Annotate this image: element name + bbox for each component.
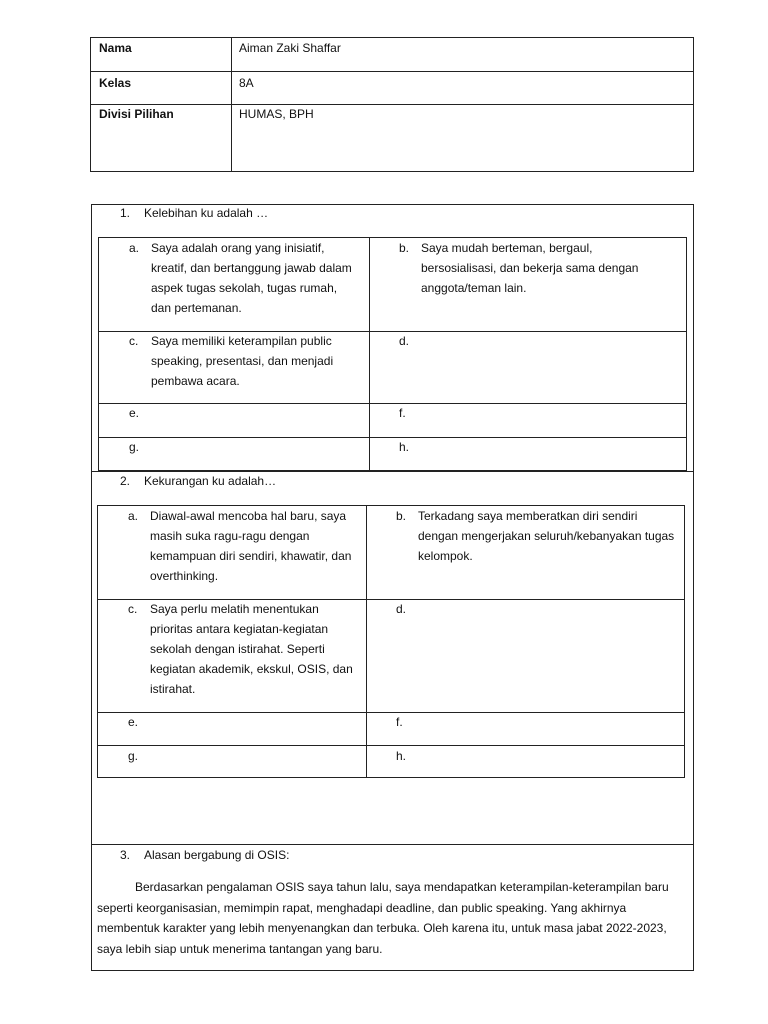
item-letter: c. [129,334,139,348]
info-row-kelas [91,71,693,105]
grid-divider [369,238,370,470]
divisi-value: HUMAS, BPH [239,107,314,121]
nama-label: Nama [99,41,132,55]
item-text: Diawal-awal mencoba hal baru, saya masih suka ragu-ragu dengan kemampuan diri sendiri, khawatir, dan overthinking. [150,509,352,583]
item-text: Terkadang saya memberatkan diri sendiri dengan mengerjakan seluruh/kebanyakan tugas kelompok. [418,509,675,563]
item-letter: a. [129,241,140,255]
section1-title [120,203,268,223]
section3-title-text: Alasan bergabung di OSIS: [144,848,290,862]
item-letter: d. [396,602,407,616]
section2-number: 2. [120,474,131,488]
item-letter: e. [129,406,140,420]
item-letter: b. [399,241,410,255]
section1-number: 1. [120,206,131,220]
item-letter: f. [396,715,403,729]
divisi-label: Divisi Pilihan [99,107,174,121]
student-info-table [90,37,694,172]
section2-title-text: Kekurangan ku adalah… [144,474,277,488]
grid-divider [98,745,684,746]
info-row-divisi [91,104,693,172]
item-letter: a. [128,509,139,523]
item-letter: f. [399,406,406,420]
section3-number: 3. [120,848,131,862]
kelas-label: Kelas [99,76,132,90]
grid-divider [99,403,686,404]
kelas-value: 8A [239,76,254,90]
item-letter: b. [396,509,407,523]
info-row-nama [91,38,693,72]
item-letter: h. [396,749,407,763]
section1-title-text: Kelebihan ku adalah … [144,206,269,220]
item-letter: c. [128,602,138,616]
info-column-divider [231,38,232,171]
section3-title [120,845,289,865]
item-letter: d. [399,334,410,348]
item-text: Saya perlu melatih menentukan prioritas antara kegiatan-kegiatan sekolah dengan istirahat. Seperti kegiatan akademik, ekskul, OSIS, dan istirahat. [150,602,353,696]
grid-divider [366,506,367,777]
item-text: Saya adalah orang yang inisiatif, kreatif, dan bertanggung jawab dalam aspek tugas sekolah, tugas rumah, dan pertemanan. [151,241,352,315]
item-letter: h. [399,440,410,454]
grid-divider [98,712,684,713]
kekurangan-grid [97,505,685,778]
item-text: Saya mudah berteman, bergaul, bersosialisasi, dan bekerja sama dengan anggota/teman lain. [421,241,639,295]
item-letter: e. [128,715,139,729]
section2-title [120,471,276,491]
grid-divider [99,437,686,438]
item-letter: g. [128,749,139,763]
alasan-paragraph: Berdasarkan pengalaman OSIS saya tahun lalu, saya mendapatkan keterampilan-keterampilan baru seperti keorganisasian, memimpin rapat, menghadapi deadline, dan public speaking. Yang akhirnya membentuk karakter yang lebih menyenangkan dan terbuka. Oleh karena itu, untuk masa jabat 2022-2023, saya lebih siap untuk menerima tantangan yang baru. [97,880,669,956]
kelebihan-grid [98,237,687,471]
item-text: Saya memiliki keterampilan public speaking, presentasi, dan menjadi pembawa acara. [151,334,334,388]
nama-value: Aiman Zaki Shaffar [239,41,341,55]
item-letter: g. [129,440,140,454]
